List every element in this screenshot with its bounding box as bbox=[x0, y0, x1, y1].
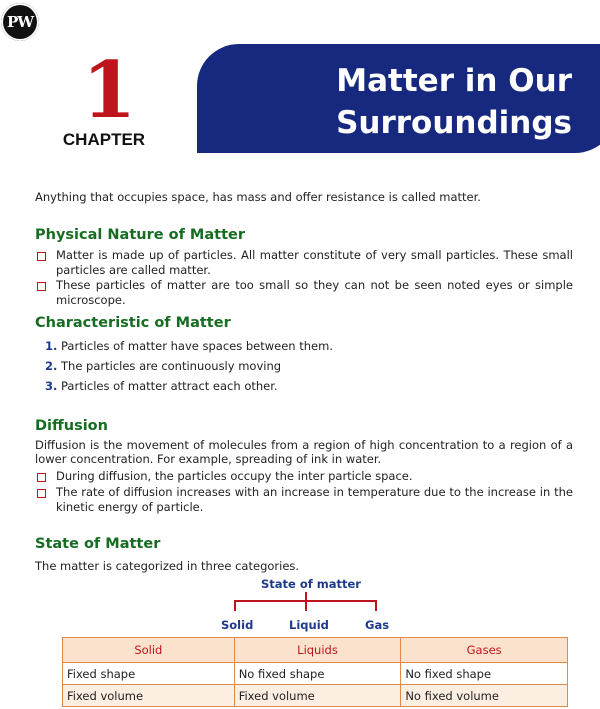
heading-characteristic: Characteristic of Matter bbox=[35, 315, 231, 331]
list-text: Particles of matter attract each other. bbox=[61, 379, 278, 393]
state-intro: The matter is categorized in three categories. bbox=[35, 559, 300, 573]
tree-connector bbox=[375, 600, 377, 611]
bullet-text: These particles of matter are too small so they can not be seen noted eyes or simple microscope. bbox=[56, 278, 573, 307]
diffusion-paragraph: Diffusion is the movement of molecules from a region of high concentration to a region of a lower concentration. For example, spreading of ink in water. bbox=[35, 438, 573, 466]
heading-state-of-matter: State of Matter bbox=[35, 536, 161, 552]
bullet-icon bbox=[37, 252, 46, 261]
bullet-icon bbox=[37, 282, 46, 291]
pw-logo: PW bbox=[1, 3, 39, 41]
table-header-row bbox=[63, 638, 568, 663]
table-cell: Fixed shape bbox=[63, 663, 235, 685]
table-header: Solid bbox=[63, 638, 235, 663]
table-cell: No fixed shape bbox=[401, 663, 568, 685]
table-row bbox=[63, 663, 568, 685]
table-cell: Fixed volume bbox=[63, 685, 235, 707]
bullet-text: Matter is made up of particles. All matter constitute of very small particles. These small particles are called matter. bbox=[56, 248, 573, 277]
table-cell: No fixed volume bbox=[401, 685, 568, 707]
list-item bbox=[35, 278, 573, 308]
list-text: Particles of matter have spaces between them. bbox=[61, 339, 333, 353]
tree-node-gas: Gas bbox=[365, 618, 390, 632]
table-row bbox=[63, 685, 568, 707]
bullet-text: The rate of diffusion increases with an increase in temperature due to the increase in the kinetic energy of particle. bbox=[56, 485, 573, 514]
list-text: The particles are continuously moving bbox=[61, 359, 282, 373]
bullet-icon bbox=[37, 473, 46, 482]
chapter-title-line2: Surroundings bbox=[336, 105, 572, 141]
heading-physical-nature: Physical Nature of Matter bbox=[35, 227, 245, 243]
list-item bbox=[45, 339, 333, 354]
list-item bbox=[35, 248, 573, 278]
table-cell: Fixed volume bbox=[234, 685, 401, 707]
tree-connector bbox=[305, 600, 307, 611]
intro-text: Anything that occupies space, has mass and offer resistance is called matter. bbox=[35, 190, 481, 204]
tree-connector bbox=[234, 600, 236, 611]
tree-root-label: State of matter bbox=[261, 577, 361, 591]
chapter-label: CHAPTER bbox=[62, 130, 146, 149]
states-table bbox=[62, 637, 568, 707]
table-header: Gases bbox=[401, 638, 568, 663]
list-number: 2. bbox=[45, 359, 58, 373]
list-item bbox=[45, 379, 278, 394]
chapter-title-line1: Matter in Our bbox=[336, 63, 572, 99]
chapter-title bbox=[336, 60, 572, 144]
bullet-text: During diffusion, the particles occupy the inter particle space. bbox=[56, 469, 413, 483]
table-cell: No fixed shape bbox=[234, 663, 401, 685]
tree-node-liquid: Liquid bbox=[289, 618, 329, 632]
bullet-icon bbox=[37, 489, 46, 498]
list-item bbox=[35, 469, 573, 484]
list-item bbox=[45, 359, 281, 374]
chapter-number: 1 bbox=[82, 45, 137, 136]
table-header: Liquids bbox=[234, 638, 401, 663]
tree-node-solid: Solid bbox=[221, 618, 254, 632]
list-number: 3. bbox=[45, 379, 58, 393]
list-item bbox=[35, 485, 573, 515]
heading-diffusion: Diffusion bbox=[35, 418, 108, 434]
list-number: 1. bbox=[45, 339, 58, 353]
